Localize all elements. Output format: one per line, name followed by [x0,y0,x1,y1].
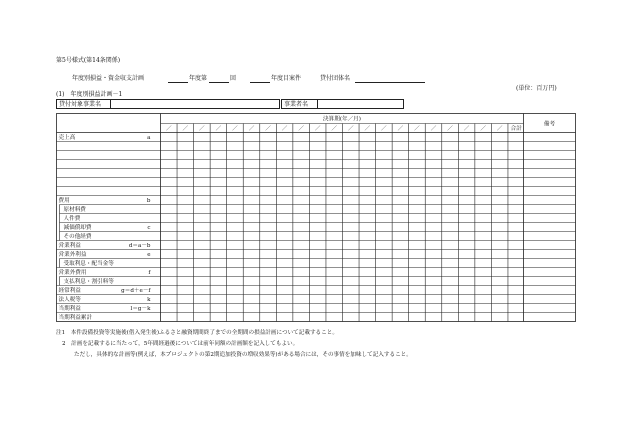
row-formula: e [147,252,151,258]
row-label: 当期利益累計 [58,315,93,321]
row-formula: f [148,270,151,276]
target-business-label: 貸付対象事業名 [59,101,102,108]
row-formula: c [147,225,151,231]
row-formula: g＝d＋e－f [121,288,151,294]
row-label: 営業利益 [58,243,81,249]
row-formula: b [146,198,151,204]
period-cell-8: ／ [281,126,288,132]
nendo-blank[interactable] [168,82,188,83]
nendo-label: 年度第 [189,75,208,82]
period-cell-19: ／ [463,126,470,132]
row-label: 法人税等 [58,297,81,303]
row-label: その他経費 [63,234,92,240]
row-formula: k [147,297,151,303]
row-label: 営業外費用 [58,270,87,276]
operator-input[interactable] [319,100,403,108]
row-label: 費用 [58,198,70,204]
remarks-header: 備考 [543,121,556,128]
period-cell-20: ／ [480,126,486,132]
period-cell-10: ／ [314,126,321,132]
row-formula: d＝a－b [128,243,151,249]
kai-blank[interactable] [209,82,229,83]
kai-label: 回 [230,75,237,82]
row-label: 当期利益 [58,306,81,312]
period-cell-13: ／ [364,126,371,132]
period-cell-3: ／ [199,126,205,132]
period-cell-6: ／ [248,126,255,132]
period-cell-4: ／ [215,126,222,132]
note-1: 注1 本件設備投資等実施後(借入発生後)ふるさと融資期間終了までの全期間の損益計画について記載すること。 [56,330,338,336]
period-cell-9: ／ [298,126,304,132]
row-formula: a [147,135,151,141]
period-cell-7: ／ [265,126,271,132]
period-cell-18: ／ [447,126,453,132]
lender-blank[interactable] [355,82,425,83]
operator-label: 事業者名 [284,101,309,108]
lender-label: 貸付団体名 [320,75,351,82]
row-label: 営業外利益 [58,252,87,258]
row-label: 原材料費 [63,207,86,213]
operator-box [281,99,404,109]
period-header: 決算期(年／月) [323,116,361,123]
period-cell-12: ／ [347,126,354,132]
row-label: 売上高 [58,135,76,141]
row-label: 経常利益 [58,288,81,294]
period-cell-14: ／ [381,126,387,132]
period-cell-1: ／ [165,126,172,132]
row-label: 人件費 [63,216,81,222]
section-title: (1) 年度別損益計画－1 [56,91,123,98]
form-number: 第5号様式(第14条関係) [56,57,121,64]
period-cell-16: ／ [414,126,420,132]
nendo-mokuhyo-label: 年度目案件 [271,75,302,82]
period-cell-11: ／ [331,126,338,132]
period-cell-15: ／ [397,126,404,132]
total-header: 合計 [510,126,522,132]
unit-label: (単位：百万円) [516,85,557,92]
period-cell-21: ／ [496,126,503,132]
target-business-box [56,99,280,109]
note-3: ただし，具体的な計画等(例えば，本プロジェクトの第2期追加投資の増収効果等)がある場合には，その事情を加味して記入すること。 [74,352,412,358]
period-cell-5: ／ [232,126,238,132]
target-business-input[interactable] [112,100,279,108]
row-label: 受取利息・配当金等 [63,261,114,267]
nendo-mokuhyo-blank[interactable] [250,82,270,83]
row-label: 支払利息・割引料等 [63,279,114,285]
row-formula: l＝g－k [130,306,151,312]
form-title: 年度別損益・資金収支計画 [72,75,145,82]
profit-loss-table [56,113,576,322]
note-2: 2 計画を記載するに当たって，5年間経過後については前年同額の計画額を記入してもよい。 [62,341,299,347]
row-label: 減価償却費 [63,225,92,231]
period-cell-2: ／ [182,126,189,132]
period-cell-17: ／ [430,126,437,132]
